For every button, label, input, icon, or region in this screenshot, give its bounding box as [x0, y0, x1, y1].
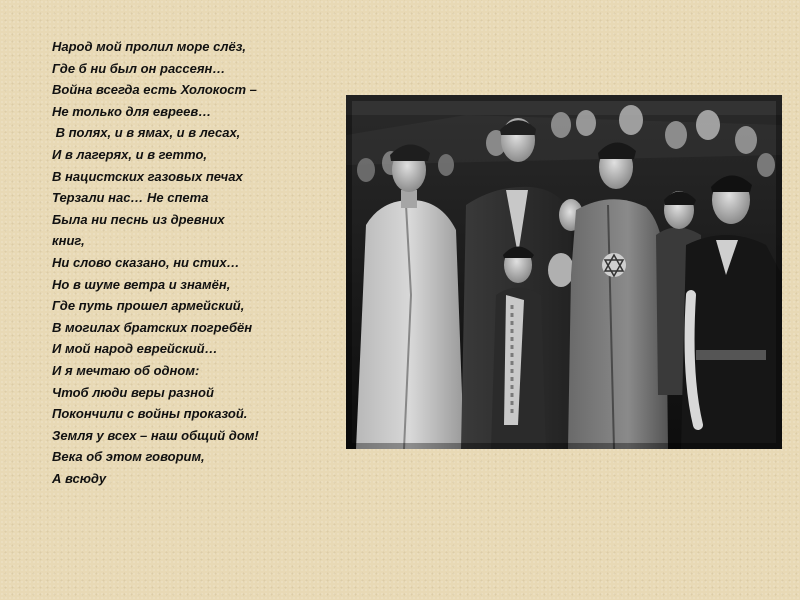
poem-line: Не только для евреев…: [52, 103, 212, 119]
poem-line: И мой народ еврейский…: [52, 341, 218, 357]
poem-line: Но в шуме ветра и знамён,: [52, 276, 231, 292]
poem-line: В могилах братских погребён: [52, 319, 253, 335]
photo-illustration: [346, 95, 782, 449]
poem-line: И я мечтаю об одном:: [52, 362, 200, 378]
poem-line: В полях, и в ямах, и в лесах,: [52, 125, 241, 141]
poem-line: Была ни песнь из древних: [52, 211, 225, 227]
poem-text: [52, 36, 342, 489]
poem-line: Земля у всех – наш общий дом!: [52, 427, 259, 443]
poem-line: А всюду: [52, 470, 107, 486]
poem-line: Где путь прошел армейский,: [52, 298, 245, 314]
poem-line: В нацистских газовых печах: [52, 168, 243, 184]
poem-line: И в лагерях, и в гетто,: [52, 146, 207, 162]
poem-line: Покончили с войны проказой.: [52, 406, 248, 422]
poem-line: Терзали нас… Не спета: [52, 190, 209, 206]
historical-photo: [346, 95, 782, 449]
poem-line: Чтоб люди веры разной: [52, 384, 214, 400]
poem-line: Века об этом говорим,: [52, 449, 205, 465]
poem-line: Народ мой пролил море слёз,: [52, 39, 246, 54]
poem-line: книг,: [52, 233, 85, 249]
poem-line: Где б ни был он рассеян…: [52, 60, 226, 76]
poem-line: Ни слово сказано, ни стих…: [52, 254, 240, 270]
poem-line: Война всегда есть Холокост –: [52, 82, 257, 98]
